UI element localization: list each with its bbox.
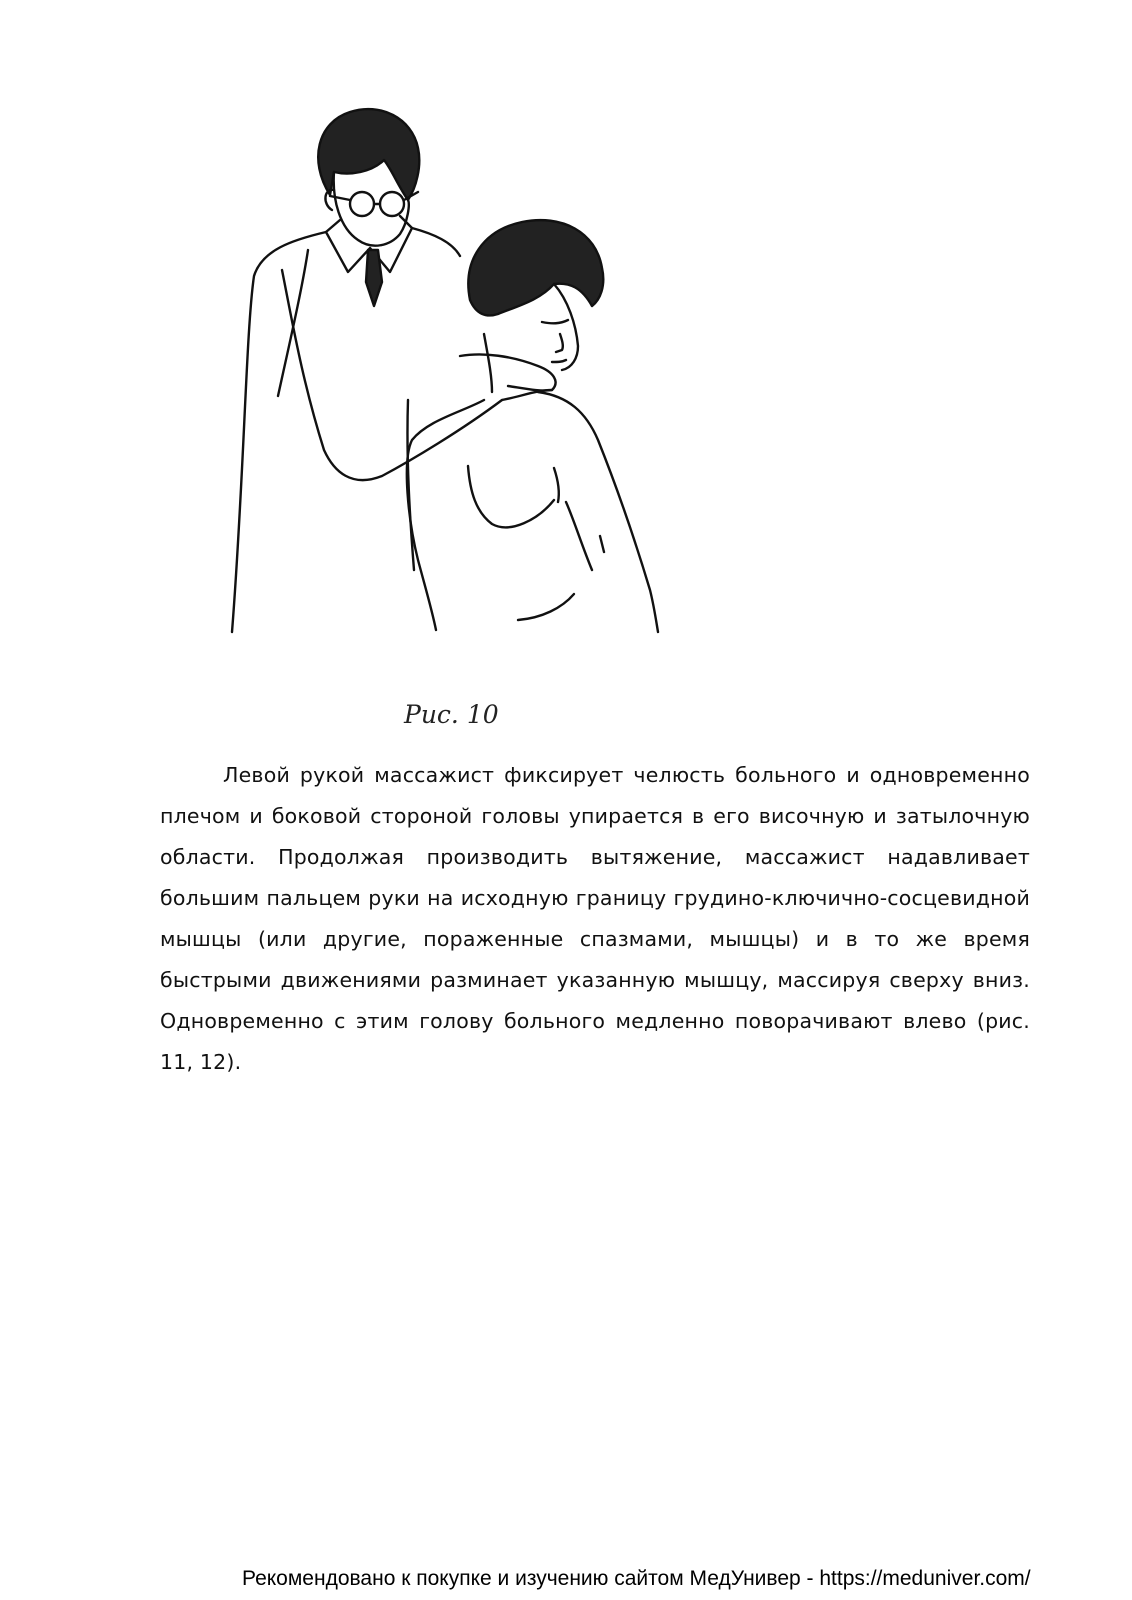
body-paragraph: Левой рукой массажист фиксирует челюсть больного и одновременно плечом и боковой стороной головы упирается в его височную и затылочную области. Продолжая производить вытяжение, массажист надавливает большим пальцем руки на исходную границу грудино-ключично-сосцевидной мышцы (или другие, пораженные спазмами, мышцы) и в то же время быстрыми движениями разминает указанную мышцу, массируя сверху вниз. Одновременно с этим голову больного медленно поворачивают влево (рис. 11, 12). [160, 763, 1030, 1074]
figure-caption: Рис. 10 [404, 700, 499, 729]
massage-illustration-icon [222, 100, 674, 648]
footer-recommendation: Рекомендовано к покупке и изучению сайтом МедУнивер - https://meduniver.com/ [242, 1567, 1031, 1590]
